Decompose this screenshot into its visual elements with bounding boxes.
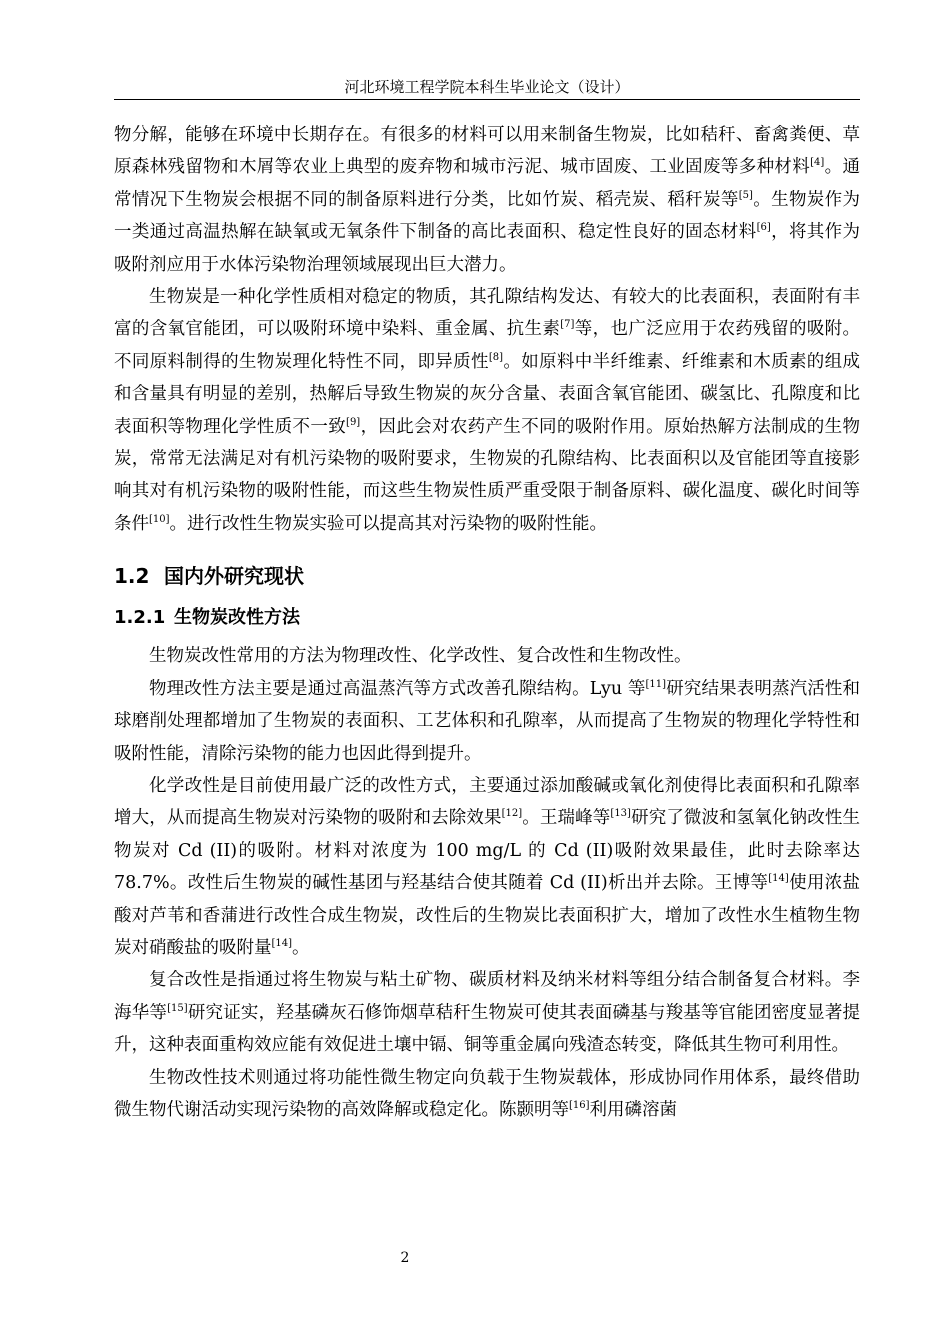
text-run: 。王瑞峰等 bbox=[522, 808, 611, 829]
text-run: 。 bbox=[292, 937, 310, 958]
text-run: 使用浓盐酸对芦苇和香蒲进行改性合成生物炭，改性后的生物炭比表面积扩大，增加了改性水生植物生物炭对硝酸盐的吸附量 bbox=[114, 873, 860, 958]
paragraph bbox=[114, 640, 860, 672]
citation-marker: [6] bbox=[756, 222, 771, 234]
text-run: 生物炭改性常用的方法为物理改性、化学改性、复合改性和生物改性。 bbox=[149, 646, 692, 667]
text-run: 复合改性是指通过将生物炭与粘土矿物、碳质材料及纳米材料等组分结合制备复合材料。李海华等 bbox=[114, 970, 860, 1023]
subsection-title: 生物炭改性方法 bbox=[174, 607, 300, 629]
subsection-number: 1.2.1 bbox=[114, 607, 166, 629]
paragraph bbox=[114, 1062, 860, 1127]
page-number: 2 bbox=[400, 1250, 410, 1266]
citation-marker: [9] bbox=[346, 416, 361, 428]
text-run: 研究结果表明蒸汽活性和球磨削处理都增加了生物炭的表面积、工艺体积和孔隙率，从而提高了生物炭的物理化学特性和吸附性能，清除污染物的能力也因此得到提升。 bbox=[114, 678, 860, 764]
text-run: 等，也广泛应用于农药残留的吸附。不同原料制得的生物炭理化特性不同，即异质性 bbox=[114, 319, 861, 372]
text-run: 。如原料中半纤维素、纤维素和木质素的组成和含量具有明显的差别，热解后导致生物炭的灰分含量、表面含氧官能团、碳氢比、孔隙度和比表面积等物理化学性质不一致 bbox=[114, 351, 861, 437]
section-heading bbox=[114, 540, 860, 602]
citation-marker: [8] bbox=[488, 351, 504, 363]
paragraphs-top bbox=[114, 119, 860, 540]
text-run: 研究证实，羟基磷灰石修饰烟草秸秆生物炭可使其表面磷基与羧基等官能团密度显著提升，这种表面重构效应能有效促进土壤中镉、铜等重金属向残渣态转变，降低其生物可利用性。 bbox=[114, 1002, 861, 1056]
section-number: 1.2 bbox=[114, 564, 150, 589]
text-run: 。进行改性生物炭实验可以提高其对污染物的吸附性能。 bbox=[169, 513, 608, 534]
citation-marker: [11] bbox=[645, 678, 667, 690]
paragraph bbox=[114, 119, 860, 281]
page-header: 河北环境工程学院本科生毕业论文（设计） bbox=[344, 78, 630, 96]
text-run: 物分解，能够在环境中长期存在。有很多的材料可以用来制备生物炭，比如秸秆、畜禽粪便、草原森林残留物和木屑等农业上典型的废弃物和城市污泥、城市固废、工业固废等多种材料 bbox=[114, 125, 860, 178]
paragraph bbox=[114, 673, 860, 770]
citation-marker: [13] bbox=[610, 808, 631, 820]
citation-marker: [14] bbox=[271, 937, 293, 949]
paragraph bbox=[114, 281, 860, 540]
citation-marker: [10] bbox=[149, 513, 170, 525]
citation-marker: [16] bbox=[569, 1099, 590, 1111]
paragraphs-bottom bbox=[114, 640, 860, 1126]
citation-marker: [5] bbox=[738, 189, 753, 201]
citation-marker: [4] bbox=[810, 157, 825, 169]
citation-marker: [7] bbox=[560, 319, 575, 331]
paragraph bbox=[114, 770, 860, 964]
paragraph bbox=[114, 964, 860, 1061]
subsection-heading bbox=[114, 602, 860, 640]
body-content bbox=[114, 119, 860, 1126]
text-run: 。通常情况下生物炭会根据不同的制备原料进行分类，比如竹炭、稻壳炭、稻秆炭等 bbox=[114, 157, 861, 210]
text-run: 利用磷溶菌 bbox=[589, 1099, 678, 1120]
text-run: 化学改性是目前使用最广泛的改性方式，主要通过添加酸碱或氧化剂使得比表面积和孔隙率增大，从而提高生物炭对污染物的吸附和去除效果 bbox=[114, 775, 860, 829]
text-run: ，因此会对农药产生不同的吸附作用。原始热解方法制成的生物炭，常常无法满足对有机污染物的吸附要求，生物炭的孔隙结构、比表面积以及官能团等直接影响其对有机污染物的吸附性能，而这些生物炭性质严重受限于制备原料、碳化温度、碳化时间等条件 bbox=[114, 416, 861, 534]
text-run: 生物炭是一种化学性质相对稳定的物质，其孔隙结构发达、有较大的比表面积，表面附有丰富的含氧官能团，可以吸附环境中染料、重金属、抗生素 bbox=[114, 287, 860, 340]
section-title: 国内外研究现状 bbox=[164, 564, 304, 589]
citation-marker: [14] bbox=[768, 873, 789, 885]
text-run: 生物改性技术则通过将功能性微生物定向负载于生物炭载体，形成协同作用体系，最终借助微生物代谢活动实现污染物的高效降解或稳定化。陈颢明等 bbox=[114, 1067, 860, 1120]
text-run: ，将其作为吸附剂应用于水体污染物治理领域展现出巨大潜力。 bbox=[114, 222, 860, 275]
text-run: 研究了微波和氢氧化钠改性生物炭对 Cd (II)的吸附。材料对浓度为 100 mg/L 的 Cd (II)吸附效果最佳，此时去除率达 78.7%。改性后生物炭的碱性基团与羟基结合使其随着 Cd (II)析出并去除。王博等 bbox=[114, 808, 861, 894]
text-run: 物理改性方法主要是通过高温蒸汽等方式改善孔隙结构。Lyu 等 bbox=[149, 678, 646, 699]
citation-marker: [12] bbox=[501, 808, 523, 820]
text-run: 。生物炭作为一类通过高温热解在缺氧或无氧条件下制备的高比表面积、稳定性良好的固态材料 bbox=[114, 189, 861, 243]
citation-marker: [15] bbox=[167, 1002, 188, 1014]
header-rule bbox=[114, 99, 860, 100]
